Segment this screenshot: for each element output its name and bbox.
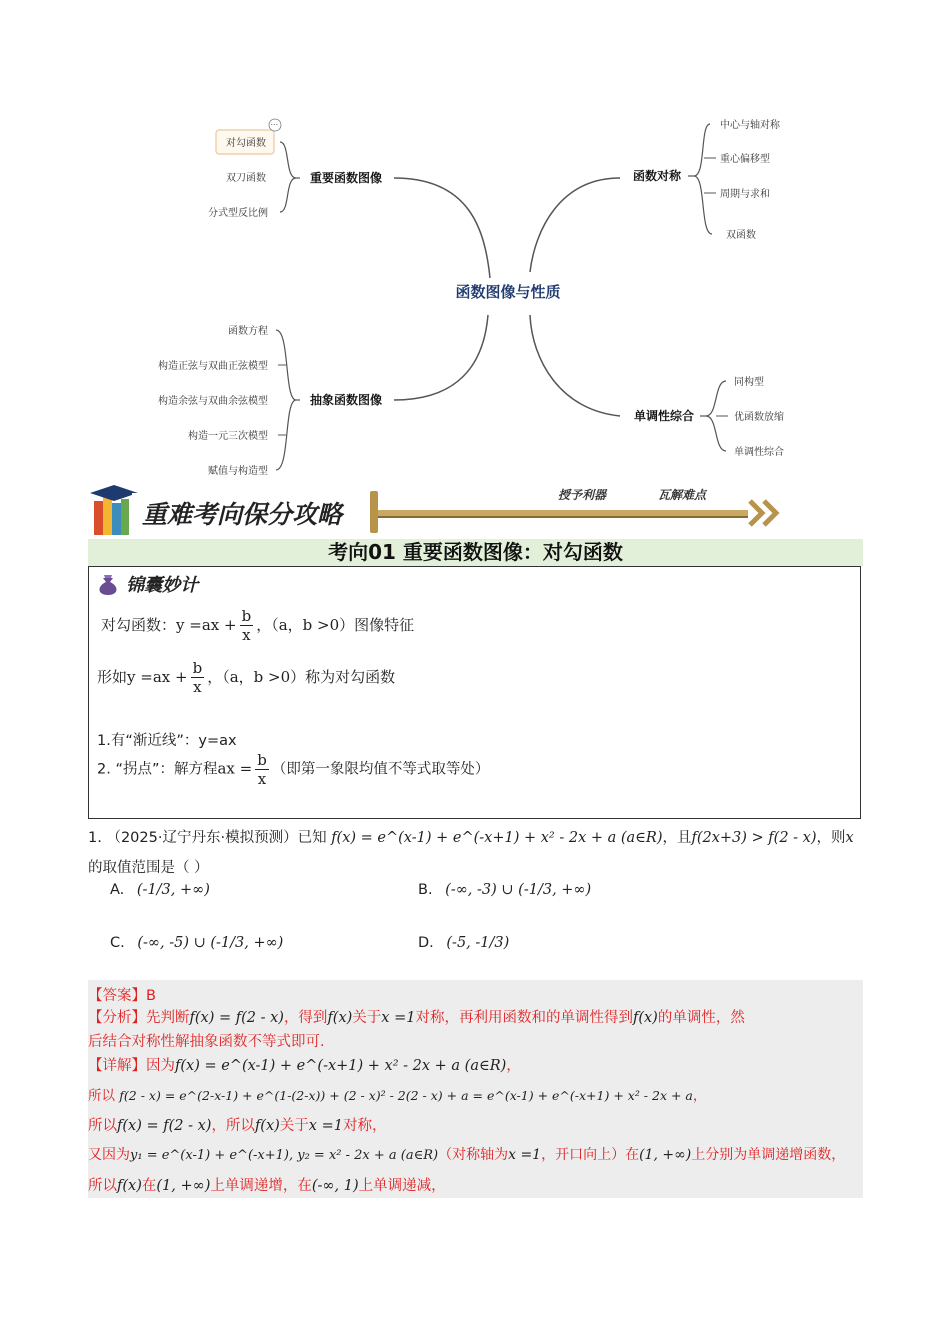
detail-math: x =1 xyxy=(308,1118,343,1134)
option-letter: C. xyxy=(110,935,125,951)
detail-line-1 xyxy=(88,1054,521,1075)
node-item[interactable]: 双函数 xyxy=(726,230,756,241)
node-item[interactable]: 对勾函数 xyxy=(226,138,266,149)
detail-math: f(x) xyxy=(117,1178,142,1194)
option-b[interactable] xyxy=(418,882,591,898)
answer-block xyxy=(88,980,863,1198)
question-ask-prefix: ，则 xyxy=(816,830,846,846)
detail-text: 上分别为单调递增函数， xyxy=(691,1147,846,1163)
detail-text: 所以 xyxy=(88,1088,115,1104)
tips-line-1 xyxy=(101,607,414,644)
banner-tag1: 授予利器 xyxy=(558,488,607,502)
tips-line4-formula: ax = xyxy=(217,759,253,778)
section-banner xyxy=(88,483,788,539)
detail-math: f(x) = f(2 - x) xyxy=(117,1118,212,1134)
money-bag-icon xyxy=(95,572,121,596)
option-text: (-∞, -5) ∪ (-1/3, +∞) xyxy=(137,935,284,951)
mindmap-center: 函数图像与性质 xyxy=(455,283,561,301)
detail-text: 因为 xyxy=(146,1058,175,1074)
option-c[interactable] xyxy=(110,935,283,951)
question-cond-prefix: ，且 xyxy=(662,830,692,846)
option-text: (-∞, -3) ∪ (-1/3, +∞) xyxy=(445,882,592,898)
node-item[interactable]: 分式型反比例 xyxy=(208,208,268,219)
detail-text: ， xyxy=(506,1058,521,1074)
detail-text: 所以 xyxy=(88,1118,117,1134)
detail-line-5 xyxy=(88,1174,446,1195)
frac-numerator: b xyxy=(192,659,203,677)
detail-text: 在 xyxy=(141,1178,157,1194)
tips-line1-suffix: 图像特征 xyxy=(354,616,415,634)
detail-math: x =1 xyxy=(508,1147,542,1163)
branch-monotonicity: 单调性综合 xyxy=(633,409,695,423)
analysis-line-1 xyxy=(88,1006,745,1027)
node-item[interactable]: 构造余弦与双曲余弦模型 xyxy=(158,396,268,407)
double-chevron-icon xyxy=(750,501,776,525)
analysis-text: 的单调性，然 xyxy=(657,1010,745,1026)
analysis-math: x =1 xyxy=(381,1010,416,1026)
branch-important-graphs: 重要函数图像 xyxy=(309,171,383,185)
frac-denominator: x xyxy=(193,678,202,696)
tips-line1-prefix: 对勾函数： xyxy=(101,616,177,634)
tips-line1-formula: y =ax + xyxy=(176,616,237,634)
mind-map xyxy=(0,0,950,480)
detail-line-3 xyxy=(88,1114,386,1135)
analysis-text: ，得到 xyxy=(283,1010,328,1026)
detail-text: 对称， xyxy=(342,1118,387,1134)
question-line-1 xyxy=(88,826,854,847)
tips-line1-cond: ，（a，b >0） xyxy=(256,616,355,634)
detail-math: (-∞, 1) xyxy=(311,1178,359,1194)
analysis-text: 先判断 xyxy=(146,1010,190,1026)
branch-symmetry: 函数对称 xyxy=(632,169,682,183)
detail-text: 上单调递减， xyxy=(358,1178,446,1194)
tips-line-4 xyxy=(97,751,489,788)
frac-denominator: x xyxy=(242,626,251,644)
tips-line2-suffix: 称为对勾函数 xyxy=(305,668,396,686)
option-text: (-5, -1/3) xyxy=(446,935,510,951)
detail-math: (1, +∞) xyxy=(639,1147,692,1163)
detail-text: （对称轴为 xyxy=(438,1147,509,1163)
question-number: 1. xyxy=(88,830,102,846)
banner-tag2: 瓦解难点 xyxy=(658,488,707,502)
analysis-line-2: 后结合对称性解抽象函数不等式即可. xyxy=(88,1034,325,1050)
question-line-2: 的取值范围是（ ） xyxy=(88,860,209,876)
detail-line-4 xyxy=(88,1144,845,1164)
tips-line4-suffix: （即第一象限均值不等式取等处） xyxy=(271,761,490,778)
detail-text: 所以 xyxy=(88,1178,117,1194)
node-item[interactable]: 赋值与构造型 xyxy=(208,466,268,477)
tips-line2-prefix: 形如 xyxy=(97,668,128,686)
detail-text: 关于 xyxy=(279,1118,309,1134)
node-item[interactable]: 重心偏移型 xyxy=(720,154,770,165)
option-letter: A. xyxy=(110,882,125,898)
svg-text:···: ··· xyxy=(270,120,279,130)
question-variable: x xyxy=(845,830,854,846)
detail-text: 上单调递增，在 xyxy=(210,1178,312,1194)
question-function: f(x) = e^(x-1) + e^(-x+1) + x² - 2x + a (a∈R) xyxy=(331,830,663,846)
detail-text: ，开口向上）在 xyxy=(541,1147,640,1163)
frac-numerator: b xyxy=(241,607,252,625)
analysis-math: f(x) xyxy=(327,1010,353,1026)
tips-line2-formula: y =ax + xyxy=(127,668,188,686)
frac-denominator: x xyxy=(257,770,267,788)
analysis-math: f(x) xyxy=(632,1010,658,1026)
banner-title: 重难考向保分攻略 xyxy=(142,500,343,529)
option-d[interactable] xyxy=(418,935,509,951)
analysis-math: f(x) = f(2 - x) xyxy=(189,1010,284,1026)
option-letter: D. xyxy=(418,935,434,951)
node-item[interactable]: 构造正弦与双曲正弦模型 xyxy=(158,361,268,372)
node-item[interactable]: 中心与轴对称 xyxy=(720,120,780,131)
frac-numerator: b xyxy=(257,751,267,769)
section-title: 考向01 重要函数图像：对勾函数 xyxy=(88,539,863,566)
option-text: (-1/3, +∞) xyxy=(136,882,210,898)
branch-abstract-graphs: 抽象函数图像 xyxy=(309,393,383,407)
analysis-text: 关于 xyxy=(352,1010,382,1026)
option-a[interactable] xyxy=(110,882,210,898)
tips-label-group xyxy=(95,571,198,597)
tips-line-2 xyxy=(97,659,395,696)
question-source: （2025·辽宁丹东·模拟预测）已知 xyxy=(106,830,327,846)
detail-math: f(2 - x) = e^(2-x-1) + e^(1-(2-x)) + (2 - x)² - 2(2 - x) + a = e^(x-1) + e^(-x+1) + x² - 2x + a xyxy=(119,1088,693,1103)
detail-text: 又因为 xyxy=(88,1147,130,1163)
node-item[interactable]: 优函数放缩 xyxy=(734,412,784,423)
detail-math: f(x) = e^(x-1) + e^(-x+1) + x² - 2x + a (a∈R) xyxy=(175,1058,507,1074)
node-item[interactable]: 周期与求和 xyxy=(720,189,770,200)
analysis-text: 对称，再利用函数和的单调性得到 xyxy=(415,1010,633,1026)
detail-line-2 xyxy=(88,1084,706,1104)
detail-math: f(x) xyxy=(254,1118,280,1134)
detail-math: y₁ = e^(x-1) + e^(-x+1), y₂ = x² - 2x + a (a∈R) xyxy=(130,1148,439,1163)
tips-line4-prefix: 2. “拐点”：解方程 xyxy=(97,761,218,778)
answer-line: 【答案】B xyxy=(88,988,156,1004)
question-condition: f(2x+3) > f(2 - x) xyxy=(691,830,817,846)
books-icon xyxy=(90,485,138,535)
tips-line-3: 1.有“渐近线”：y=ax xyxy=(97,733,237,749)
detail-text: ，所以 xyxy=(211,1118,255,1134)
node-item[interactable]: 双刀函数 xyxy=(226,173,266,184)
tips-label: 锦囊妙计 xyxy=(126,575,199,596)
node-item[interactable]: 函数方程 xyxy=(228,326,268,337)
node-item[interactable]: 构造一元三次模型 xyxy=(188,431,268,442)
detail-math: (1, +∞) xyxy=(156,1178,211,1194)
option-letter: B. xyxy=(418,882,433,898)
detail-label: 【详解】 xyxy=(88,1058,146,1074)
node-item[interactable]: 单调性综合 xyxy=(734,447,784,458)
tips-box xyxy=(88,566,861,819)
analysis-label: 【分析】 xyxy=(88,1010,146,1026)
node-item[interactable]: 同构型 xyxy=(734,377,764,388)
tips-line2-cond: ，（a，b >0） xyxy=(207,668,306,686)
detail-text: ， xyxy=(692,1088,707,1104)
